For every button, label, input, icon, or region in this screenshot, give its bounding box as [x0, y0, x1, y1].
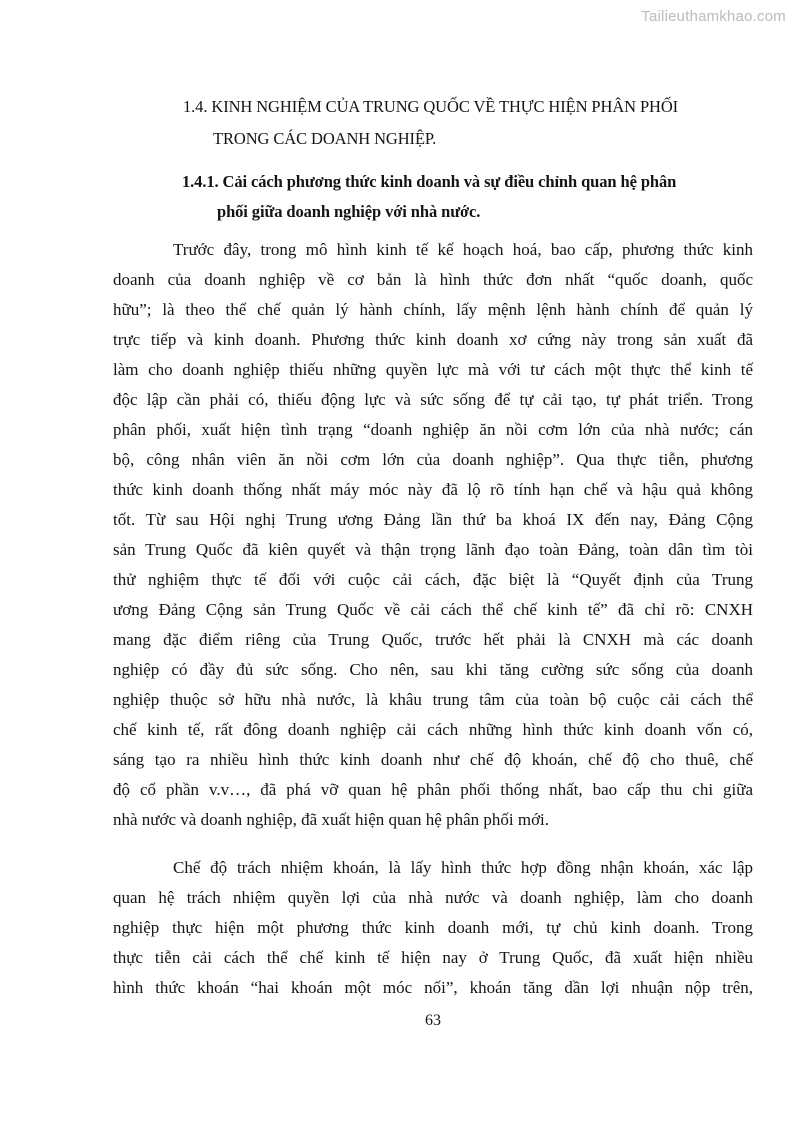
text-line: hữu”; là theo thể chế quản lý hành chính, lấy mệnh lệnh hành chính để quản lý — [113, 300, 753, 319]
text-line: nhà nước và doanh nghiệp, đã xuất hiện quan hệ phân phối mới. — [113, 810, 550, 829]
text-line: quan hệ trách nhiệm quyền lợi của nhà nước và doanh nghiệp, làm cho doanh — [113, 888, 753, 907]
text-line: Trước đây, trong mô hình kinh tế kế hoạch hoá, bao cấp, phương thức kinh — [173, 240, 753, 259]
text-line: nghiệp thực hiện một phương thức kinh doanh mới, tự chủ kinh doanh. Trong — [113, 918, 753, 937]
text-line: bộ, công nhân viên ăn nồi cơm lớn của doanh nghiệp”. Qua thực tiễn, phương — [113, 450, 753, 469]
text-line: phân phối, xuất hiện tình trạng “doanh nghiệp ăn nồi cơm lớn của nhà nước; cán — [113, 420, 753, 439]
text-line: sáng tạo ra nhiều hình thức kinh doanh như chế độ khoán, chế độ cho thuê, chế — [113, 750, 753, 769]
text-line: mang đặc điểm riêng của Trung Quốc, trước hết phải là CNXH mà các doanh — [113, 630, 753, 649]
text-line: doanh của doanh nghiệp về cơ bản là hình thức đơn nhất “quốc doanh, quốc — [113, 270, 753, 289]
text-line: 1.4. KINH NGHIỆM CỦA TRUNG QUỐC VỀ THỰC HIỆN PHÂN PHỐI — [183, 97, 679, 116]
section-heading — [183, 91, 753, 155]
text-line: thử nghiệm thực tế đối với cuộc cải cách, đặc biệt là “Quyết định của Trung — [113, 570, 753, 589]
page-content — [113, 0, 753, 1036]
text-line: ương Đảng Cộng sản Trung Quốc về cải cách thể chế kinh tế” đã chỉ rõ: CNXH — [113, 600, 753, 619]
text-line: thực tiễn cải cách thể chế kinh tế hiện nay ở Trung Quốc, đã xuất hiện nhiều — [113, 948, 753, 967]
text-line: hình thức khoán “hai khoán một móc nối”, khoán tăng dần lợi nhuận nộp trên, — [113, 978, 753, 997]
paragraph-2 — [113, 853, 753, 1003]
subsection-heading — [182, 167, 753, 227]
text-line: trực tiếp và kinh doanh. Phương thức kinh doanh xơ cứng này trong sản xuất đã — [113, 330, 753, 349]
text-line: thức kinh doanh thống nhất máy móc này đã lộ rõ tính hạn chế và hậu quả không — [113, 480, 753, 499]
text-line: nghiệp có đầy đủ sức sống. Cho nên, sau khi tăng cường sức sống của doanh — [113, 660, 753, 679]
text-line: Chế độ trách nhiệm khoán, là lấy hình thức hợp đồng nhận khoán, xác lập — [173, 858, 753, 877]
text-line: tốt. Từ sau Hội nghị Trung ương Đảng lần thứ ba khoá IX đến nay, Đảng Cộng — [113, 510, 753, 529]
text-line: phối giữa doanh nghiệp với nhà nước. — [217, 202, 481, 221]
watermark: Tailieuthamkhao.com — [641, 8, 786, 25]
text-line: chế kinh tế, rất đông doanh nghiệp cải cách những hình thức kinh doanh vốn có, — [113, 720, 753, 739]
text-line: nghiệp thuộc sở hữu nhà nước, là khâu trung tâm của toàn bộ cuộc cải cách thể — [113, 690, 753, 709]
text-line: độc lập cần phải có, thiếu động lực và sức sống để tự cải tạo, tự phát triển. Trong — [113, 390, 753, 409]
text-line: TRONG CÁC DOANH NGHIỆP. — [213, 129, 437, 148]
paragraph-1 — [113, 235, 753, 835]
text-line: làm cho doanh nghiệp thiếu những quyền lực mà với tư cách một thực thể kinh tế — [113, 360, 753, 379]
text-line: 1.4.1. Cải cách phương thức kinh doanh và sự điều chỉnh quan hệ phân — [182, 172, 677, 191]
page-number: 63 — [425, 1012, 441, 1029]
text-line: sản Trung Quốc đã kiên quyết và thận trọng lãnh đạo toàn Đảng, toàn dân tìm tòi — [113, 540, 753, 559]
text-line: độ cổ phần v.v…, đã phá vỡ quan hệ phân phối thống nhất, bao cấp thu chi giữa — [113, 780, 753, 799]
